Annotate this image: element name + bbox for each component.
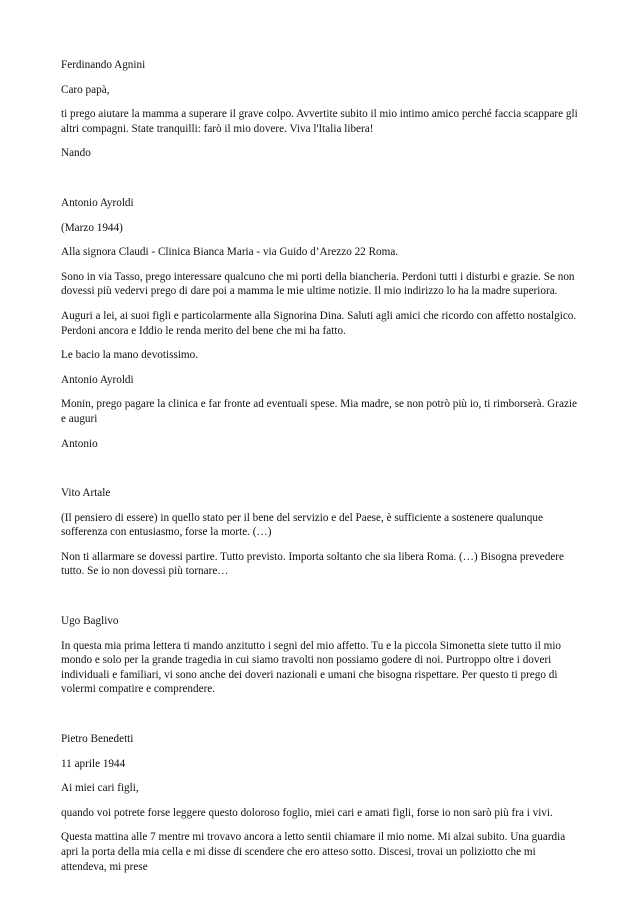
letter-paragraph: ti prego aiutare la mamma a superare il grave colpo. Avvertite subito il mio intimo amico perché faccia scappare gli altri compagni. State tranquilli: farò il mio dovere. Viva l'Italia libera! [61,108,578,135]
letter-paragraph: quando voi potrete forse leggere questo doloroso foglio, miei cari e amati figli, forse io non sarò più fra i vivi. [61,806,553,819]
author-name: Ferdinando Agnini [61,59,146,71]
salutation: Caro papà, [61,83,110,96]
letter-ayroldi [61,196,581,451]
letter-agnini [61,58,581,161]
section-spacer [61,589,581,614]
author-name: Vito Artale [61,487,111,500]
section-spacer [61,707,581,732]
letter-artale [61,486,581,579]
letter-paragraph: In questa mia prima lettera ti mando anzitutto i segni del mio affetto. Tu e la piccola Simonetta siete tutto il mio mondo e solo per la grande tragedia in cui siamo travolti non possiamo godere di noi. Purtroppo oltre i doveri individuali e familiari, vi sono anche dei doveri nazionali e umani che bisogna rispettare. Per questo ti prego di volermi compatire e comprendere. [61,639,562,696]
closing: Le bacio la mano devotissimo. [61,349,199,362]
signature: Antonio Ayroldi [61,373,134,386]
document-body [61,58,581,884]
signature: Antonio [61,437,98,450]
letter-date: (Marzo 1944) [61,221,123,234]
salutation: Ai miei cari figli, [61,782,139,795]
letter-benedetti [61,732,581,874]
author-name: Antonio Ayroldi [61,196,134,209]
recipient-address: Alla signora Claudi - Clinica Bianca Maria - via Guido d’Arezzo 22 Roma. [61,246,399,259]
letter-date: 11 aprile 1944 [61,757,126,770]
author-name: Ugo Baglivo [61,615,119,628]
letter-paragraph: Questa mattina alle 7 mentre mi trovavo ancora a letto sentii chiamare il mio nome. Mi alzai subito. Una guardia apri la porta della mia cella e mi disse di scendere che ero atteso sotto. Discesi, trovai un poliziotto che mi attendeva, mi prese [61,831,566,873]
section-spacer [61,461,581,486]
signature: Nando [61,147,91,160]
letter-paragraph: (Il pensiero di essere) in quello stato per il bene del servizio e del Paese, è sufficiente a sostenere qualunque sofferenza con entusiasmo, forse la morte. (…) [61,511,543,539]
letter-paragraph: Non ti allarmare se dovessi partire. Tutto previsto. Importa soltanto che sia libera Roma. (…) Bisogna prevedere tutto. Se io non dovessi più tornare… [61,550,564,578]
letter-paragraph: Sono in via Tasso, prego interessare qualcuno che mi porti della biancheria. Perdoni tutti i disturbi e grazie. Se non dovessi più vedervi prego di dare poi a mamma le mie ultime notizie. Il mio indirizzo lo ha la madre superiora. [61,270,575,298]
letter-paragraph: Auguri a lei, ai suoi figli e particolarmente alla Signorina Dina. Saluti agli amici che ricordo con affetto nostalgico. Perdoni ancora e Iddio le renda merito del bene che mi ha fatto. [61,309,577,337]
author-name: Pietro Benedetti [61,733,134,746]
section-spacer [61,171,581,196]
letter-baglivo [61,614,581,697]
letter-paragraph: Monin, prego pagare la clinica e far fronte ad eventuali spese. Mia madre, se non potrò più io, ti rimborserà. Grazie e auguri [61,398,577,425]
